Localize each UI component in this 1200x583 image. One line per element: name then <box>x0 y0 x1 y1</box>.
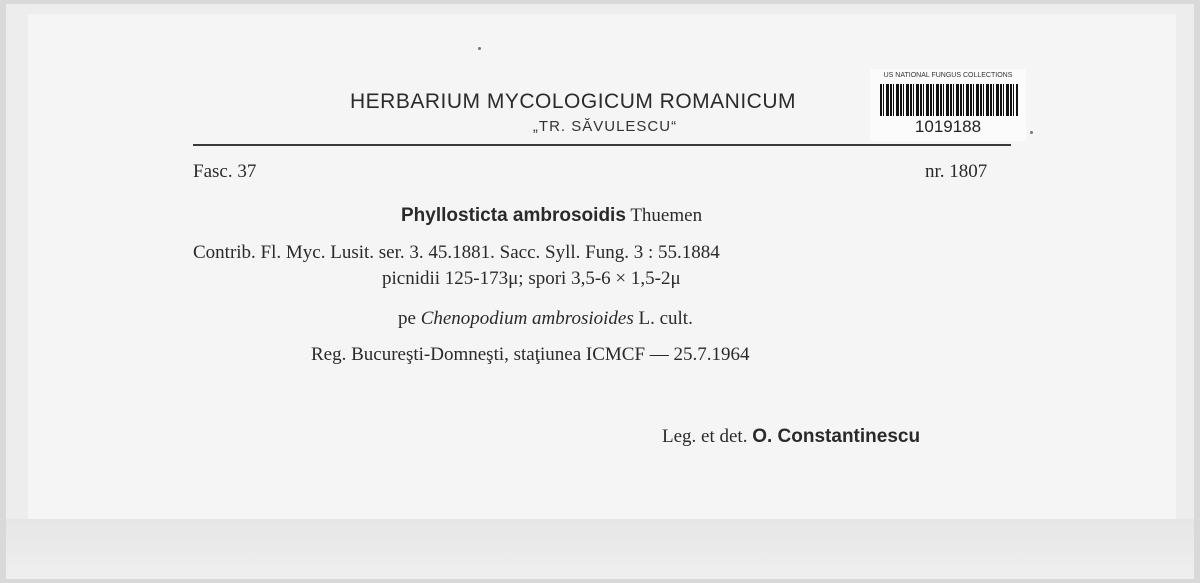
speck <box>478 47 481 50</box>
host-line <box>398 308 693 330</box>
locality: Reg. Bucureşti-Domneşti, staţiunea ICMCF — 25.7.1964 <box>311 344 750 365</box>
envelope-flap <box>6 519 1194 579</box>
species-author: Thuemen <box>630 205 703 226</box>
species-line <box>401 205 702 227</box>
herbarium-title: HERBARIUM MYCOLOGICUM ROMANICUM <box>350 90 797 113</box>
speck <box>1030 131 1033 134</box>
barcode-label: US NATIONAL FUNGUS COLLECTIONS <box>883 72 1013 79</box>
herbarium-subtitle: „TR. SĂVULESCU“ <box>532 118 678 135</box>
citation: Contrib. Fl. Myc. Lusit. ser. 3. 45.1881. Sacc. Syll. Fung. 3 : 55.1884 <box>193 242 720 263</box>
barcode-number: 1019188 <box>914 117 982 136</box>
collector-prefix: Leg. et det. <box>662 426 748 447</box>
fascicle-number: Fasc. 37 <box>193 161 257 182</box>
species-name: Phyllosticta ambrosoidis <box>401 205 626 226</box>
header-rule <box>193 144 1011 146</box>
barcode-icon <box>880 84 1018 116</box>
host-prefix: pe <box>398 308 416 329</box>
host-suffix: L. cult. <box>638 308 693 329</box>
host-name: Chenopodium ambrosioides <box>420 308 634 329</box>
specimen-number: nr. 1807 <box>925 161 988 182</box>
collector-name: O. Constantinescu <box>752 426 921 447</box>
barcode-sticker <box>870 69 1026 141</box>
measurements: picnidii 125-173μ; spori 3,5-6 × 1,5-2μ <box>382 268 681 289</box>
collector-line <box>662 426 920 448</box>
